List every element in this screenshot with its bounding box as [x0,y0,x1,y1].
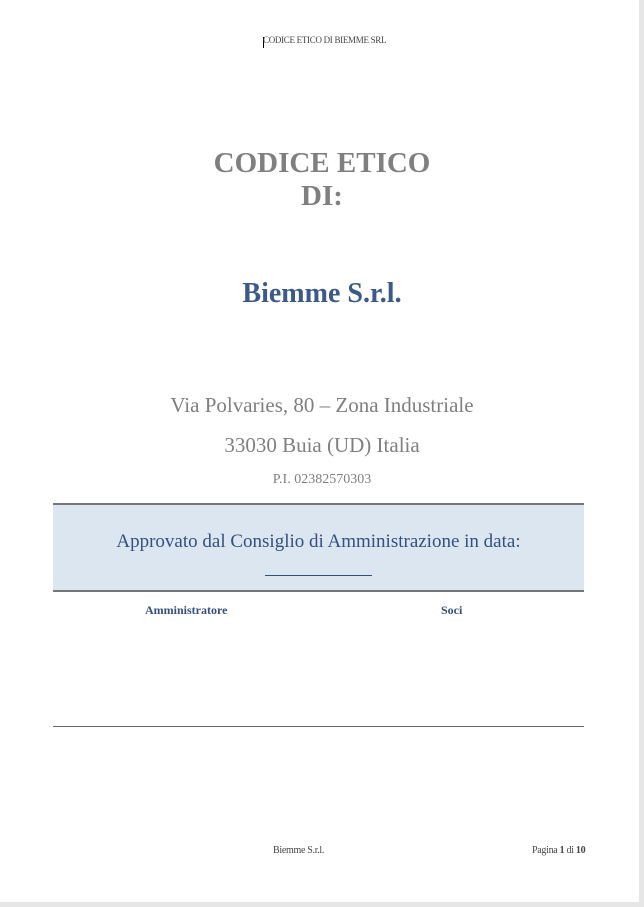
document-title-line-2: DI: [301,180,343,212]
approval-date-line [265,575,372,576]
document-header: CODICE ETICO DI BIEMME SRL [263,35,387,45]
footer-page-number [532,845,585,856]
company-address-line-2: 33030 Buia (UD) Italia [224,433,420,457]
footer-page-total: 10 [575,845,586,856]
signature-bottom-rule [53,726,584,727]
footer-page-separator: di [566,845,574,856]
partners-label: Soci [441,603,463,617]
vat-number: P.I. 02382570303 [272,472,372,487]
approval-text: Approvato dal Consiglio di Amministrazione in data: [116,531,521,552]
footer-page-prefix: Pagina [532,845,558,856]
company-name: Biemme S.r.l. [242,278,402,309]
company-address-line-1: Via Polvaries, 80 – Zona Industriale [170,393,474,417]
administrator-label: Amministratore [145,603,228,617]
page-edge-bottom [0,902,644,907]
footer-page-current: 1 [559,845,565,856]
footer-company: Biemme S.r.l. [273,845,325,856]
document-title-line-1: CODICE ETICO [213,147,431,179]
approval-box [53,503,584,592]
